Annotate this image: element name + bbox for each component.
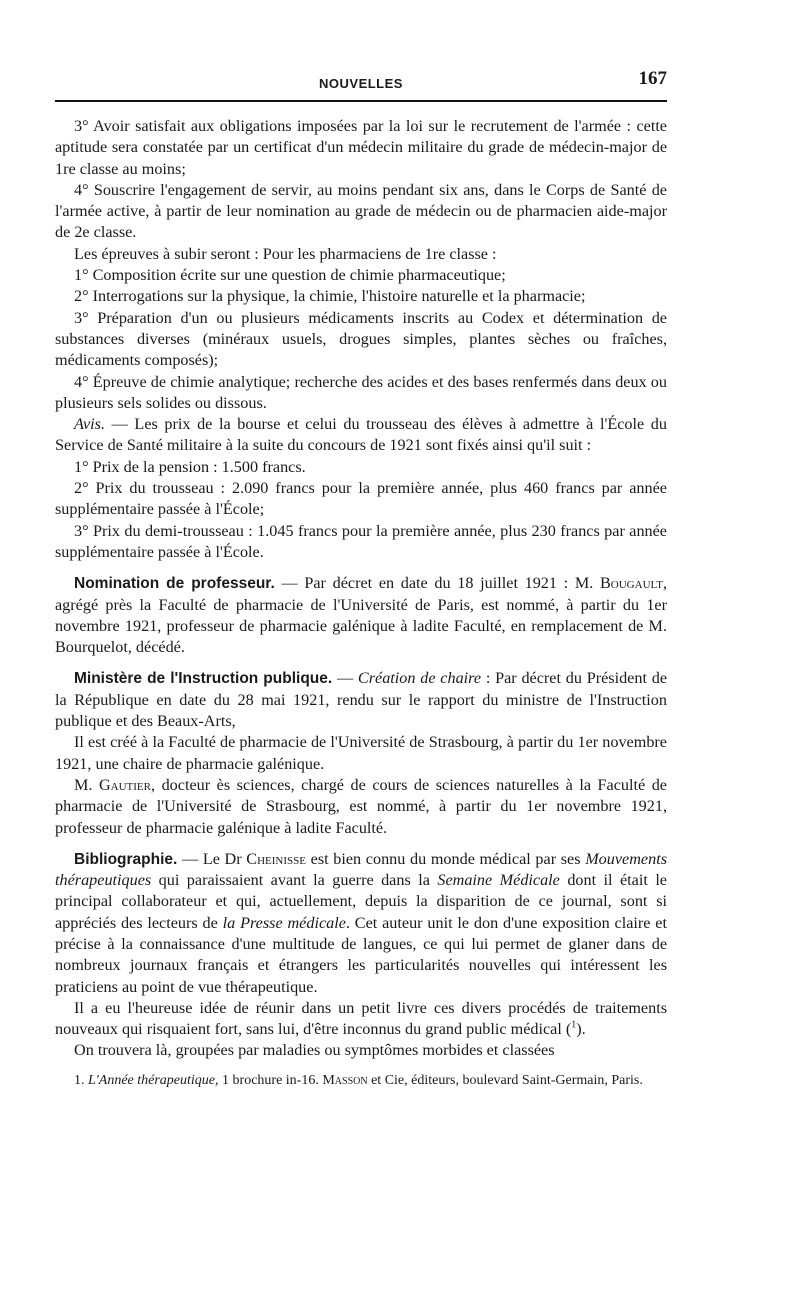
ministere-p3-lead: M. xyxy=(74,775,99,794)
paragraph-prix-3: 3° Prix du demi-trousseau : 1.045 francs pour la première année, plus 230 francs par année supplémentaire passée à l'École. xyxy=(55,521,667,561)
paragraph-epreuve-1: 1° Composition écrite sur une question de chimie pharmaceutique; xyxy=(74,266,506,285)
paragraph-bibliographie-2 xyxy=(55,998,667,1041)
footnote-1 xyxy=(55,1072,667,1090)
paragraph-epreuves-intro: Les épreuves à subir seront : Pour les pharmaciens de 1re classe : xyxy=(74,244,497,263)
paragraph-condition-3: 3° Avoir satisfait aux obligations imposées par la loi sur le recrutement de l'armée : cette aptitude sera constatée par un certificat d'un médecin militaire du grade de médecin-major de 1re classe au moins; xyxy=(55,117,667,178)
bibliographie-heading: Bibliographie. xyxy=(74,850,178,868)
running-head xyxy=(55,66,667,96)
footnote-text-1: , 1 brochure in-16. xyxy=(215,1072,323,1088)
biblio-p2-end: ). xyxy=(576,1020,586,1039)
paragraph-bibliographie xyxy=(55,849,667,998)
ministere-heading: Ministère de l'Instruction publique. xyxy=(74,670,333,688)
footnote-text-2: et Cie, éditeurs, boulevard Saint-Germain, Paris. xyxy=(367,1072,643,1088)
footnote-title: L'Année thérapeutique xyxy=(88,1072,216,1088)
biblio-italic-3: la Presse médicale xyxy=(222,913,346,932)
paragraph-prix-2: 2° Prix du trousseau : 2.090 francs pour la première année, plus 460 francs par année supplémentaire passée à l'École; xyxy=(55,479,667,519)
paragraph-condition-4: 4° Souscrire l'engagement de servir, au moins pendant six ans, dans le Corps de Santé de l'armée active, à partir de leur nomination au grade de médecin ou de pharmacien aide-major de 2e classe. xyxy=(55,180,667,242)
biblio-italic-1: Mouvements thérapeutiques xyxy=(55,849,668,890)
footnote-number: 1. xyxy=(74,1072,88,1088)
footnote-publisher: Masson xyxy=(322,1072,368,1088)
biblio-italic-2: Semaine Médicale xyxy=(437,871,560,890)
biblio-text-1: — Le Dr xyxy=(177,849,247,868)
biblio-p2-text: Il a eu l'heureuse idée de réunir dans un petit livre ces divers procédés de traitements nouveaux qui risquaient fort, sans lui, d'être inconnus du grand public médical ( xyxy=(55,998,667,1039)
ministere-italic: Création de chaire xyxy=(357,669,482,688)
page-number: 167 xyxy=(638,68,667,89)
article-body xyxy=(55,116,667,1062)
footnotes xyxy=(55,1072,667,1090)
biblio-text-3: qui paraissaient avant la guerre dans la xyxy=(151,871,438,890)
footnote-ref: 1 xyxy=(571,1019,577,1031)
paragraph-ministere xyxy=(55,668,667,732)
biblio-text-5: . Cet auteur unit le don d'une exposition claire et précise à la connaissance d'une multitude de langues, ce qui lui permet de glaner dans de nombreux journaux français et étrangers les particularités nouvelles qui intéressent les praticiens au point de vue thérapeutique. xyxy=(55,913,667,996)
running-title: NOUVELLES xyxy=(319,76,403,91)
nomination-name: Bougault xyxy=(600,574,663,593)
header-rule xyxy=(55,100,667,102)
biblio-name: Cheinisse xyxy=(246,849,306,868)
biblio-text-4: dont il était le principal collaborateur et qui, actuellement, depuis la disparition de ce journal, sont si appréciés des lecteurs de xyxy=(55,871,667,932)
paragraph-epreuve-2: 2° Interrogations sur la physique, la chimie, l'histoire naturelle et la pharmacie; xyxy=(74,287,586,306)
paragraph-avis xyxy=(55,414,667,457)
biblio-text-2: est bien connu du monde médical par ses xyxy=(305,849,586,868)
paragraph-ministere-3 xyxy=(55,775,667,839)
paragraph-prix-1: 1° Prix de la pension : 1.500 francs. xyxy=(74,457,306,476)
ministere-text-1: : Par décret du Président de la République en date du 28 mai 1921, rendu sur le rapport du ministre de l'Instruction publique et des Beaux-Arts, xyxy=(55,669,668,731)
section-nomination xyxy=(55,573,667,658)
section-bibliographie xyxy=(55,849,667,1062)
paragraph-epreuve-3: 3° Préparation d'un ou plusieurs médicaments inscrits au Codex et détermination de substances diverses (minéraux usuels, drogues simples, plantes sèches ou fraîches, médicaments composés); xyxy=(55,308,667,370)
paragraph-nomination xyxy=(55,573,667,658)
ministere-dash: — xyxy=(332,669,358,688)
nomination-text-1: — Par décret en date du 18 juillet 1921 : M. xyxy=(274,574,600,593)
section-ministere xyxy=(55,668,667,838)
ministere-p3-name: Gautier xyxy=(98,775,151,794)
nomination-text-2: , agrégé près la Faculté de pharmacie de l'Université de Paris, est nommé, à partir du 1er novembre 1921, professeur de pharmacie galénique à ladite Faculté, en remplacement de M. Bourquelot, décédé. xyxy=(55,574,667,657)
nomination-heading: Nomination de professeur. xyxy=(74,575,275,593)
avis-label: Avis. xyxy=(74,415,106,434)
paragraph-epreuve-4: 4° Épreuve de chimie analytique; recherche des acides et des bases renfermés dans deux ou plusieurs sels solides ou dissous. xyxy=(55,372,667,412)
paragraph-bibliographie-3: On trouvera là, groupées par maladies ou symptômes morbides et classées xyxy=(74,1041,555,1060)
avis-text: — Les prix de la bourse et celui du trousseau des élèves à admettre à l'École du Service de Santé militaire à la suite du concours de 1921 sont fixés ainsi qu'il suit : xyxy=(55,415,667,455)
paragraph-ministere-2: Il est créé à la Faculté de pharmacie de l'Université de Strasbourg, à partir du 1er novembre 1921, une chaire de pharmacie galénique. xyxy=(55,733,667,773)
ministere-p3-text: , docteur ès sciences, chargé de cours de sciences naturelles à la Faculté de pharmacie de l'Université de Strasbourg, est nommé, à partir du 1er novembre 1921, professeur de pharmacie galénique à ladite Faculté. xyxy=(55,775,667,837)
page xyxy=(55,66,667,1090)
